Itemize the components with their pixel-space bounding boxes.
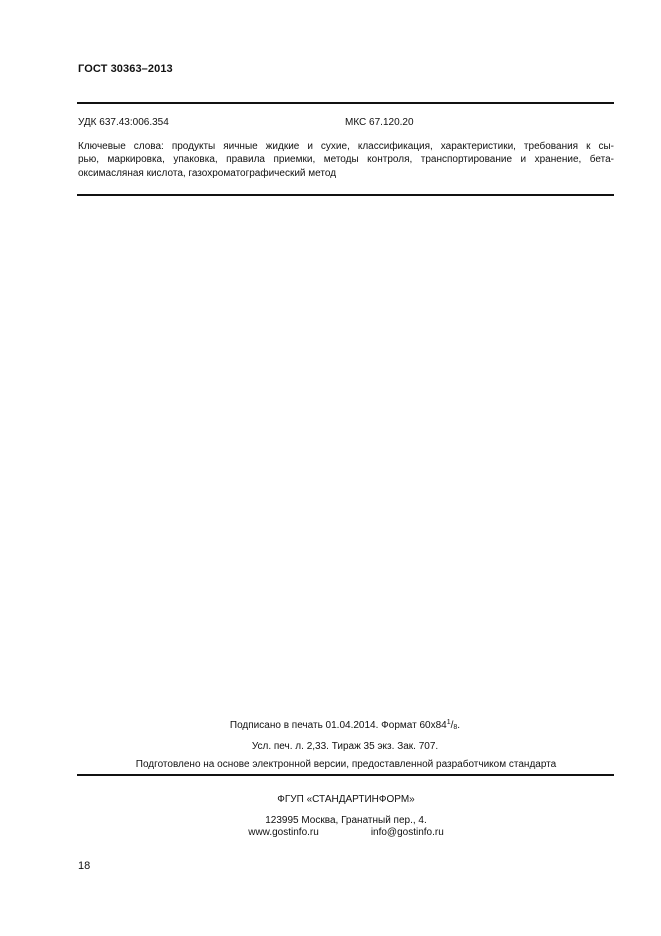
publisher-name: ФГУП «СТАНДАРТИНФОРМ» bbox=[277, 794, 415, 805]
signed-text: Подписано в печать 01.04.2014. Формат 60х84 bbox=[229, 720, 447, 731]
website-link[interactable]: www.gostinfo.ru bbox=[248, 827, 319, 838]
keywords-line: оксимасляная кислота, газохроматографический метод bbox=[78, 167, 337, 179]
page-number: 18 bbox=[78, 860, 91, 872]
keywords-line: Ключевые слова: продукты яичные жидкие и сухие, классификация, характеристики, требования к сы- bbox=[78, 141, 614, 152]
format-slash: / bbox=[450, 720, 454, 731]
keywords-line: рью, маркировка, упаковка, правила приемки, методы контроля, транспортирование и хранение, бета- bbox=[78, 154, 614, 166]
signed-for-print bbox=[0, 719, 661, 731]
mks-code: МКС 67.120.20 bbox=[345, 117, 414, 128]
publisher-address: 123995 Москва, Гранатный пер., 4. bbox=[265, 815, 427, 826]
keywords-divider bbox=[77, 194, 614, 196]
udk-code: УДК 637.43:006.354 bbox=[78, 117, 169, 128]
format-numerator: 1 bbox=[446, 719, 451, 726]
colophon-divider bbox=[77, 774, 614, 776]
top-divider bbox=[77, 102, 614, 104]
standard-code-header: ГОСТ 30363–2013 bbox=[78, 63, 173, 75]
print-details: Усл. печ. л. 2,33. Тираж 35 экз. Зак. 707. bbox=[251, 741, 439, 752]
format-denominator: 8 bbox=[453, 724, 458, 731]
format-suffix: . bbox=[457, 720, 461, 731]
email-link[interactable]: info@gostinfo.ru bbox=[370, 827, 444, 838]
prepared-note: Подготовлено на основе электронной версии, предоставленной разработчиком стандарта bbox=[135, 759, 557, 770]
publisher-contacts bbox=[78, 827, 614, 838]
keywords-block bbox=[78, 140, 614, 180]
